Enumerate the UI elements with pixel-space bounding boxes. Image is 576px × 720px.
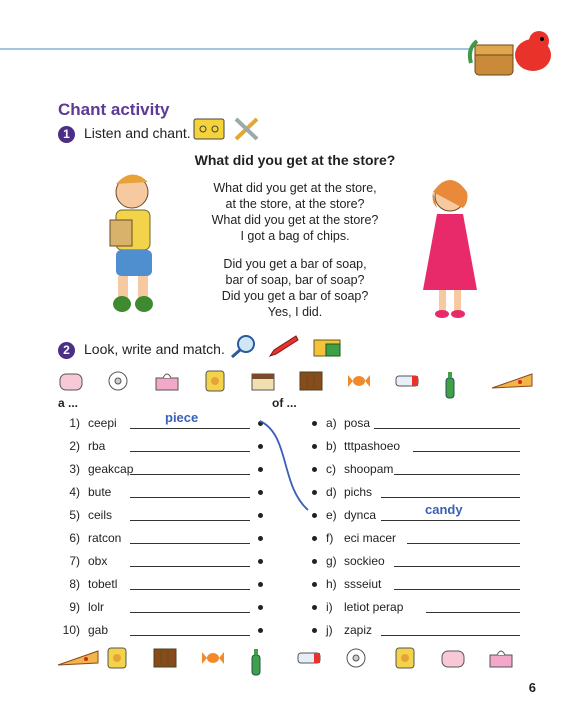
right-item-letter: j) [326, 623, 333, 637]
chant-title: What did you get at the store? [194, 152, 396, 168]
chips-bag-icon [392, 647, 418, 674]
left-item-number: 1) [69, 416, 80, 430]
right-item-scrambled-word: tttpashoeo [344, 439, 401, 453]
left-match-dot[interactable] [258, 536, 263, 541]
left-match-dot[interactable] [258, 605, 263, 610]
right-item-letter: c) [326, 462, 336, 476]
pizza-slice-icon [490, 370, 534, 397]
left-item-scrambled-word: gab [88, 623, 109, 637]
exercise-2-number: 2 [58, 342, 75, 359]
right-item-scrambled-word: zapiz [344, 623, 373, 637]
left-item-number: 10) [62, 623, 80, 637]
tissue-box-icon [154, 370, 180, 397]
chant-line: at the store, at the store? [225, 197, 365, 211]
right-match-dot[interactable] [312, 559, 317, 564]
boy-illustration [90, 170, 180, 325]
pizza-slice-icon [56, 647, 100, 674]
chant-line: bar of soap, bar of soap? [225, 273, 365, 287]
right-item-letter: i) [326, 600, 333, 614]
left-match-dot[interactable] [258, 628, 263, 633]
left-item-number: 3) [69, 462, 80, 476]
toothpaste-icon [296, 647, 326, 674]
bottle-icon [248, 647, 264, 682]
left-answer-line[interactable] [130, 612, 250, 613]
right-item-letter: e) [326, 508, 337, 522]
left-item-scrambled-word: bute [88, 485, 112, 499]
cassette-icon [193, 118, 225, 145]
page-number: 6 [528, 680, 536, 695]
right-answer-line[interactable] [407, 543, 521, 544]
right-item-scrambled-word: dynca [344, 508, 377, 522]
handwritten-answer: candy [425, 502, 463, 517]
right-item-scrambled-word: posa [344, 416, 371, 430]
magnifier-icon [230, 334, 258, 363]
soap-piece-icon [58, 370, 84, 397]
right-item-letter: f) [326, 531, 334, 545]
chant-line: What did you get at the store? [211, 213, 379, 227]
chant-line: I got a bag of chips. [240, 229, 350, 243]
chant-line: Yes, I did. [267, 305, 323, 319]
right-item-scrambled-word: eci macer [344, 531, 397, 545]
bottle-icon [442, 370, 458, 405]
right-match-dot[interactable] [312, 628, 317, 633]
chocolate-bar-icon [152, 647, 178, 674]
left-item-number: 6) [69, 531, 80, 545]
handwritten-answer: piece [165, 410, 199, 425]
chant-verse-2 [195, 256, 395, 320]
right-answer-line[interactable] [394, 589, 521, 590]
left-item-scrambled-word: ceepi [88, 416, 117, 430]
left-item-scrambled-word: tobetl [88, 577, 118, 591]
match-line [250, 415, 320, 515]
toilet-roll-icon [344, 647, 370, 674]
exercise-1-number: 1 [58, 126, 75, 143]
left-answer-line[interactable] [130, 520, 250, 521]
right-item-letter: h) [326, 577, 337, 591]
left-item-number: 5) [69, 508, 80, 522]
tools-icon [233, 116, 261, 147]
left-match-dot[interactable] [258, 582, 263, 587]
of-label: of ... [272, 396, 297, 410]
toilet-roll-icon [106, 370, 132, 397]
right-match-dot[interactable] [312, 582, 317, 587]
chant-line: What did you get at the store, [213, 181, 377, 195]
left-match-dot[interactable] [258, 559, 263, 564]
right-answer-line[interactable] [381, 520, 521, 521]
girl-illustration [415, 170, 485, 325]
right-answer-line[interactable] [381, 497, 521, 498]
chips-bag-icon [202, 370, 228, 397]
soap-piece-icon [440, 647, 466, 674]
left-item-scrambled-word: ceils [88, 508, 113, 522]
left-item-number: 7) [69, 554, 80, 568]
ice-cream-carton-icon [250, 370, 276, 397]
left-item-number: 4) [69, 485, 80, 499]
right-answer-line[interactable] [374, 428, 520, 429]
chant-verse-1 [195, 180, 395, 244]
left-answer-line[interactable] [130, 497, 250, 498]
header-rule [0, 48, 470, 50]
right-item-letter: g) [326, 554, 337, 568]
mascot-dragon-treasure-icon [465, 15, 560, 85]
puzzle-icon [310, 334, 344, 363]
right-answer-line[interactable] [394, 474, 521, 475]
left-item-number: 2) [69, 439, 80, 453]
candy-icon [200, 647, 226, 674]
toothpaste-icon [394, 370, 424, 397]
right-item-scrambled-word: letiot perap [344, 600, 404, 614]
right-item-letter: a) [326, 416, 337, 430]
right-match-dot[interactable] [312, 605, 317, 610]
right-answer-line[interactable] [394, 566, 521, 567]
right-item-letter: b) [326, 439, 337, 453]
right-item-letter: d) [326, 485, 337, 499]
right-item-scrambled-word: sockieo [344, 554, 385, 568]
page-title: Chant activity [58, 100, 170, 119]
right-answer-line[interactable] [381, 635, 521, 636]
chant-line: Did you get a bar of soap? [221, 289, 369, 303]
chips-bag-icon [104, 647, 130, 674]
left-answer-line[interactable] [130, 589, 250, 590]
exercise-1-instruction: Listen and chant. [84, 125, 191, 141]
candy-icon [346, 370, 372, 397]
left-item-scrambled-word: rba [88, 439, 106, 453]
left-answer-line[interactable] [130, 474, 250, 475]
chocolate-bar-icon [298, 370, 324, 397]
left-answer-line[interactable] [130, 566, 250, 567]
pencil-icon [268, 334, 300, 363]
exercise-2-instruction: Look, write and match. [84, 341, 225, 357]
a-label: a ... [58, 396, 79, 410]
right-item-scrambled-word: shoopam [344, 462, 394, 476]
right-match-dot[interactable] [312, 536, 317, 541]
tissue-box-icon [488, 647, 514, 674]
left-item-scrambled-word: lolr [88, 600, 105, 614]
right-item-scrambled-word: pichs [344, 485, 373, 499]
chant-line: Did you get a bar of soap, [223, 257, 367, 271]
left-item-number: 8) [69, 577, 80, 591]
right-item-scrambled-word: ssseiut [344, 577, 382, 591]
left-item-scrambled-word: ratcon [88, 531, 122, 545]
left-answer-line[interactable] [130, 451, 250, 452]
left-answer-line[interactable] [130, 428, 250, 429]
left-item-number: 9) [69, 600, 80, 614]
left-answer-line[interactable] [130, 543, 250, 544]
right-answer-line[interactable] [426, 612, 520, 613]
right-answer-line[interactable] [413, 451, 520, 452]
left-item-scrambled-word: obx [88, 554, 108, 568]
left-item-scrambled-word: geakcap [88, 462, 134, 476]
left-answer-line[interactable] [130, 635, 250, 636]
